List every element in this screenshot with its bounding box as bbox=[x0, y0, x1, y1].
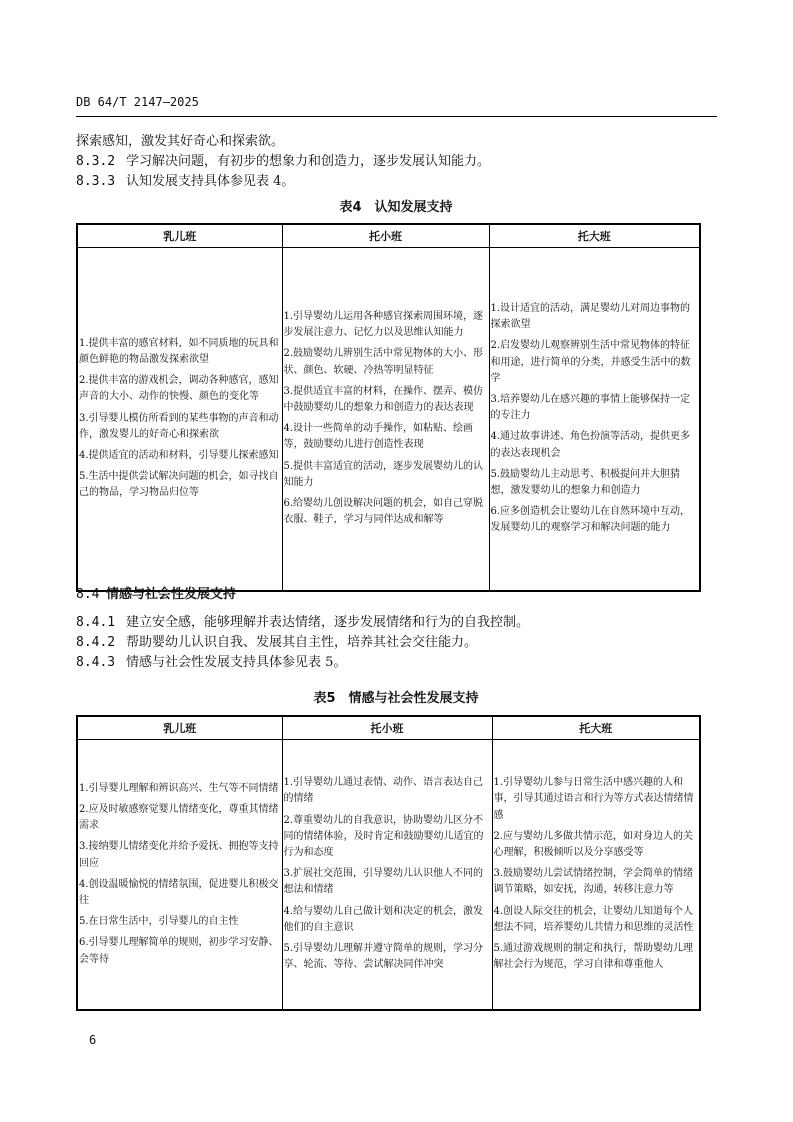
section-title: 情感与社会性发展支持 bbox=[106, 587, 237, 602]
clause-number: 8.4.1 bbox=[76, 615, 116, 630]
page-number: 6 bbox=[89, 1033, 97, 1047]
list-item: 2.提供丰富的游戏机会，调动各种感官，感知声音的大小、动作的快慢、颜色的变化等 bbox=[79, 375, 279, 403]
clause-8-4-3 bbox=[76, 654, 346, 672]
table-cell bbox=[77, 248, 282, 591]
table4 bbox=[76, 223, 701, 592]
list-item: 4.提供适宜的活动和材料，引导婴儿探索感知 bbox=[79, 450, 279, 462]
table5 bbox=[76, 715, 701, 1011]
list-item: 5.生活中提供尝试解决问题的机会，如寻找自己的物品，学习物品归位等 bbox=[79, 471, 279, 499]
list-item: 5.提供丰富适宜的活动，逐步发展婴幼儿的认知能力 bbox=[283, 460, 484, 488]
list-item: 3.引导婴儿模仿所看到的某些事物的声音和动作，激发婴儿的好奇心和探索欲 bbox=[79, 412, 279, 440]
list-item: 4.给与婴幼儿自己做计划和决定的机会，激发他们的自主意识 bbox=[283, 905, 484, 933]
section-number: 8.4 bbox=[76, 587, 100, 602]
list-item: 6.应多创造机会让婴幼儿在自然环境中互动，发展婴幼儿的观察学习和解决问题的能力 bbox=[490, 506, 691, 534]
list-item: 6.引导婴儿理解简单的规则，初步学习安静、会等待 bbox=[79, 937, 279, 965]
clause-text: 认知发展支持具体参见表 4。 bbox=[126, 174, 295, 189]
list-item: 5.通过游戏规则的制定和执行，帮助婴幼儿理解社会行为规范，学习自律和尊重他人 bbox=[493, 942, 694, 971]
column-header: 托大班 bbox=[492, 716, 700, 740]
table-header-row bbox=[77, 716, 700, 740]
clause-text: 学习解决问题，有初步的想象力和创造力，逐步发展认知能力。 bbox=[126, 154, 491, 169]
table5-caption: 表5 情感与社会性发展支持 bbox=[313, 691, 479, 706]
list-item: 3.鼓励婴幼儿尝试情绪控制，学会简单的情绪调节策略，如安抚，沟通，转移注意力等 bbox=[493, 868, 694, 896]
clause-number: 8.3.3 bbox=[76, 174, 116, 189]
table-cell bbox=[489, 248, 700, 591]
clause-number: 8.3.2 bbox=[76, 154, 116, 169]
list-item: 2.应及时敏感察觉婴儿情绪变化，尊重其情绪需求 bbox=[79, 803, 279, 832]
list-item: 3.提供适宜丰富的材料，在操作、摆弄、模仿中鼓励婴幼儿的想象力和创造力的表达表现 bbox=[283, 385, 484, 414]
list-item: 1.引导婴幼儿通过表情、动作、语言表达自己的情绪 bbox=[283, 777, 484, 805]
list-item: 2.应与婴幼儿多做共情示范，如对身边人的关心理解，积极倾听以及分享感受等 bbox=[493, 830, 694, 858]
column-header: 托小班 bbox=[282, 716, 492, 740]
table-cell bbox=[282, 740, 492, 1010]
list-item: 3.培养婴幼儿在感兴趣的事情上能够保持一定的专注力 bbox=[490, 393, 691, 422]
list-item: 1.引导婴幼儿运用各种感官探索周围环境，逐步发展注意力、记忆力以及思维认知能力 bbox=[283, 311, 484, 339]
section-heading-8-4 bbox=[76, 583, 236, 602]
table4-caption: 表4 认知发展支持 bbox=[339, 200, 453, 215]
table-cell bbox=[282, 248, 489, 591]
list-item: 5.引导婴幼儿理解并遵守简单的规则，学习分享、轮流、等待、尝试解决同伴冲突 bbox=[283, 942, 484, 971]
column-header: 托小班 bbox=[282, 224, 489, 248]
clause-number: 8.4.2 bbox=[76, 635, 116, 650]
list-item: 4.设计一些简单的动手操作，如粘贴、绘画等，鼓励婴幼儿进行创造性表现 bbox=[283, 423, 474, 451]
column-header: 托大班 bbox=[489, 224, 700, 248]
table-header-row bbox=[77, 224, 700, 248]
list-item: 4.创设人际交往的机会，让婴幼儿知道每个人想法不同，培养婴幼儿共情力和思维的灵活性 bbox=[493, 905, 694, 933]
clause-text: 建立安全感，能够理解并表达情绪，逐步发展情绪和行为的自我控制。 bbox=[126, 615, 530, 630]
clause-number: 8.4.3 bbox=[76, 655, 116, 670]
clause-8-3-2 bbox=[76, 153, 490, 171]
continuation-text: 探索感知，激发其好奇心和探索欲。 bbox=[76, 134, 285, 149]
table-cell bbox=[77, 740, 282, 1010]
clause-text: 情感与社会性发展支持具体参见表 5。 bbox=[126, 655, 347, 670]
document-number: DB 64/T 2147—2025 bbox=[76, 95, 199, 109]
list-item: 1.设计适宜的活动，满足婴幼儿对周边事物的探索欲望 bbox=[490, 302, 691, 331]
list-item: 2.尊重婴幼儿的自我意识，协助婴幼儿区分不同的情绪体验，及时肯定和鼓励婴幼儿适宜的行为和态度 bbox=[283, 814, 484, 858]
clause-8-4-1 bbox=[76, 614, 529, 632]
column-header: 乳儿班 bbox=[77, 224, 282, 248]
list-item: 5.在日常生活中，引导婴儿的自主性 bbox=[79, 916, 239, 928]
clause-8-3-3 bbox=[76, 173, 294, 191]
list-item: 4.创设温暖愉悦的情绪氛围，促进婴儿积极交往 bbox=[79, 878, 279, 906]
list-item: 1.引导婴幼儿参与日常生活中感兴趣的人和事，引导其通过语言和行为等方式表达情绪情感 bbox=[493, 777, 694, 821]
column-header: 乳儿班 bbox=[77, 716, 282, 740]
table-row bbox=[77, 248, 700, 591]
table-cell bbox=[492, 740, 700, 1010]
list-item: 1.提供丰富的感官材料，如不同质地的玩具和颜色鲜艳的物品激发探索欲望 bbox=[79, 337, 279, 366]
list-item: 2.鼓励婴幼儿辨别生活中常见物体的大小、形状、颜色、软硬、冷热等明显特征 bbox=[283, 348, 484, 376]
clause-text: 帮助婴幼儿认识自我、发展其自主性，培养其社会交往能力。 bbox=[126, 635, 478, 650]
list-item: 1.引导婴儿理解和辨识高兴、生气等不同情绪 bbox=[79, 782, 279, 794]
list-item: 5.鼓励婴幼儿主动思考、积极提问并大胆猜想，激发婴幼儿的想象力和创造力 bbox=[490, 468, 681, 496]
list-item: 3.接纳婴儿情绪变化并给予爱抚、拥抱等支持回应 bbox=[79, 841, 279, 869]
table-row bbox=[77, 740, 700, 1010]
header-rule bbox=[76, 116, 717, 117]
list-item: 4.通过故事讲述、角色扮演等活动，提供更多的表达表现机会 bbox=[490, 431, 691, 459]
clause-8-4-2 bbox=[76, 634, 477, 652]
list-item: 2.启发婴幼儿观察辨别生活中常见物体的特征和用途，进行简单的分类，并感受生活中的数学 bbox=[490, 340, 691, 384]
list-item: 3.扩展社交范围，引导婴幼儿认识他人不同的想法和情绪 bbox=[283, 868, 484, 896]
list-item: 6.给婴幼儿创设解决问题的机会，如自己穿脱衣服、鞋子，学习与同伴达成和解等 bbox=[283, 498, 484, 526]
